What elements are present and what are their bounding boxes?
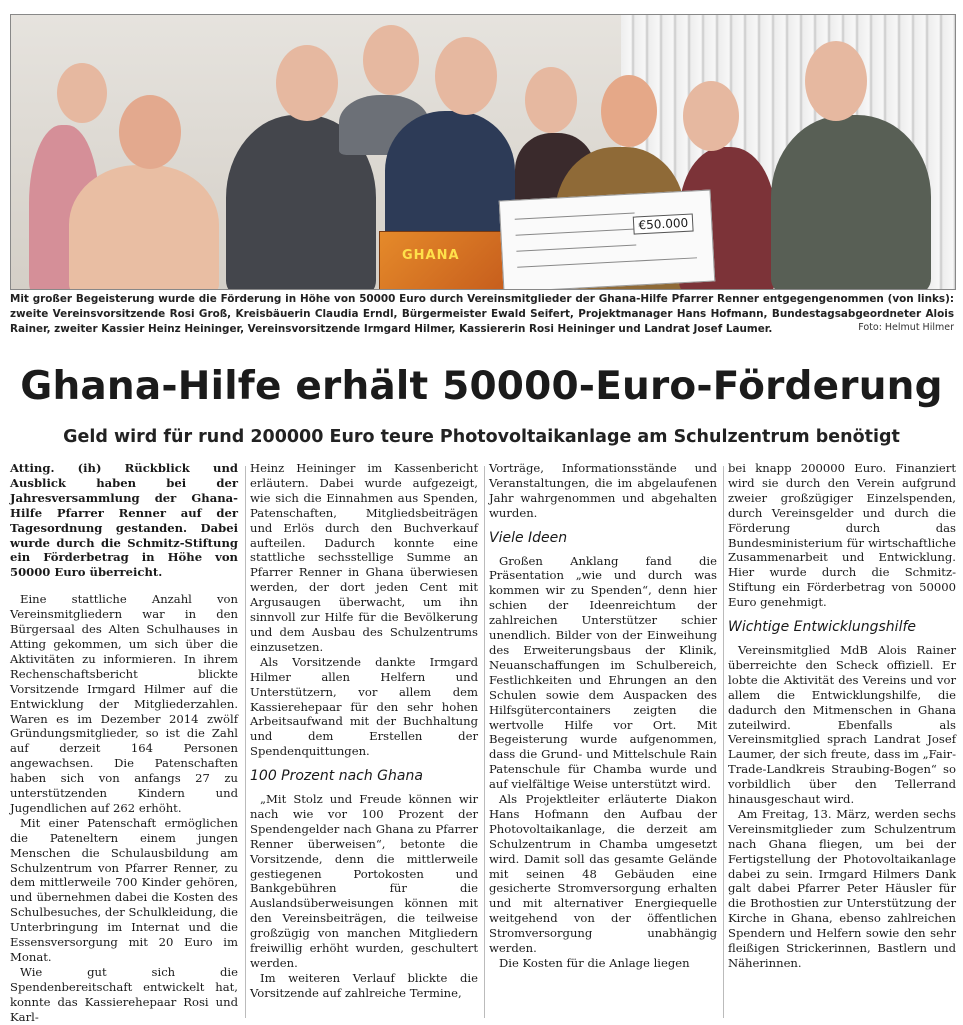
ghana-box-label: GHANA bbox=[402, 248, 460, 263]
paragraph: bei knapp 200000 Euro. Finanziert wird sie durch den Verein aufgrund zweier großzügiger Einzelspenden, durch Vereinsgelder und durch die Förderung durch das Bundesministerium für wirtschaftliche Zusammenarbeit und Entwicklung. Hier wurde durch die Schmitz-Stiftung ein Förderbetrag von 50000 Euro genehmigt. bbox=[728, 461, 956, 610]
cheque-line bbox=[517, 257, 697, 267]
paragraph: Wie gut sich die Spendenbereitschaft entwickelt hat, konnte das Kassierehepaar Rosi und Karl- bbox=[10, 964, 238, 1024]
person-5-head bbox=[435, 37, 497, 115]
paragraph: Als Vorsitzende dankte Irmgard Hilmer allen Helfern und Unterstützern, vor allem dem Kassierehepaar für den sehr hohen Arbeitsaufwand mit der Buchhaltung und dem Erstellen der Spendenquittungen. bbox=[250, 654, 478, 759]
paragraph: Mit einer Patenschaft ermöglichen die Pateneltern einem jungen Menschen die Schulausbildung am Schulzentrum von Pfarrer Renner, zu dem mittlerweile 700 Kinder gehören, und übernehmen dabei die Kosten des Schulbesuches, der Schulkleidung, die Unterbringung im Internat und die Essensversorgung mit 20 Euro im Monat. bbox=[10, 815, 238, 964]
section-heading: Wichtige Entwicklungshilfe bbox=[728, 619, 916, 636]
headline: Ghana-Hilfe erhält 50000-Euro-Förderung bbox=[20, 364, 943, 409]
article-lead: Atting. (ih) Rückblick und Ausblick haben bei der Jahresversammlung der Ghana-Hilfe Pfarrer Renner auf der Tagesordnung gestanden. Dabei wurde durch die Schmitz-Stiftung ein Förderbetrag in Höhe von 50000 Euro überreicht. bbox=[10, 461, 238, 580]
ghana-box bbox=[379, 231, 521, 290]
cheque-amount: €50.000 bbox=[633, 213, 693, 234]
donation-cheque bbox=[499, 190, 716, 290]
section-heading: 100 Prozent nach Ghana bbox=[250, 768, 423, 785]
paragraph: Als Projektleiter erläuterte Diakon Hans Hofmann den Aufbau der Photovoltaikanlage, die derzeit am Schulzentrum in Chamba umgesetzt wird. Damit soll das gesamte Gelände mit seinen 48 Gebäuden eine gesicherte Stromversorgung erhalten und mit alternativer Energiequelle weitgehend von der öffentlichen Stromversorgung unabhängig werden. bbox=[489, 792, 717, 956]
person-5 bbox=[385, 111, 515, 241]
article-column-2 bbox=[250, 461, 478, 1001]
paragraph: Heinz Heininger im Kassenbericht erläutern. Dabei wurde aufgezeigt, wie sich die Einnahmen aus Spenden, Patenschaften, Mitgliedsbeiträgen und Erlös durch den Buchverkauf aufteilen. Dadurch konnte eine stattliche sechsstellige Summe an Pfarrer Renner in Ghana überwiesen werden, der dort jeden Cent mit Argusaugen überwacht, um ihn sinnvoll zur Hilfe für die Bevölkerung und dem Ausbau des Schulzentrums einzusetzen. bbox=[250, 461, 478, 654]
person-1-head bbox=[57, 63, 107, 123]
column-divider bbox=[723, 466, 724, 1018]
cheque-line bbox=[515, 213, 635, 220]
paragraph: Eine stattliche Anzahl von Vereinsmitgliedern war in den Bürgersaal des Alten Schulhauses in Atting gekommen, um sich über die Aktivitäten zu informieren. In ihrem Rechenschaftsbericht blickte Vorsitzende Irmgard Hilmer auf die Entwicklung der Mitgliederzahlen. Waren es im Dezember 2014 zwölf Gründungsmitglieder, so ist die Zahl auf derzeit 164 Personen angewachsen. Die Patenschaften haben sich von anfangs 27 zu unterstützenden Kindern und Jugendlichen auf 262 erhöht. bbox=[10, 592, 238, 815]
paragraph: Vorträge, Informationsstände und Veranstaltungen, die im abgelaufenen Jahr wahrgenommen und abgehalten wurden. bbox=[489, 461, 717, 520]
column-divider bbox=[245, 466, 246, 1018]
paragraph: Die Kosten für die Anlage liegen bbox=[499, 956, 690, 970]
article-column-3 bbox=[489, 461, 717, 971]
person-2-head bbox=[119, 95, 181, 169]
subheadline: Geld wird für rund 200000 Euro teure Photovoltaikanlage am Schulzentrum benötigt bbox=[63, 427, 900, 447]
person-3-head bbox=[276, 45, 338, 121]
cheque-line bbox=[516, 244, 636, 251]
person-8-head bbox=[683, 81, 739, 151]
article-column-4 bbox=[728, 461, 956, 971]
section-heading: Viele Ideen bbox=[489, 529, 568, 546]
photo-credit: Foto: Helmut Hilmer bbox=[858, 322, 954, 333]
paragraph: Vereinsmitglied MdB Alois Rainer überreichte den Scheck offiziell. Er lobte die Aktivität des Vereins und vor allem die Entwicklungshilfe, die dadurch den Mitmenschen in Ghana zuteilwird. Ebenfalls als Vereinsmitglied sprach Landrat Josef Laumer, der sich freute, dass im „Fair-Trade-Landkreis Straubing-Bogen“ so vorbildlich über den Tellerrand hinausgeschaut wird. bbox=[728, 642, 956, 807]
person-7-head bbox=[601, 75, 657, 147]
person-9 bbox=[771, 115, 931, 290]
article-column-1 bbox=[10, 461, 238, 1025]
paragraph: Großen Anklang fand die Präsentation „wie und durch was kommen wir zu Spenden“, denn hier schien der Ideenreichtum der zahlreichen Unterstützer schier unendlich. Bilder von der Einweihung des Erweiterungsbaus der Klinik, Neuanschaffungen im Schulbereich, Festlichkeiten und Ehrungen an den Schulen sowie dem Auspacken des Hilfsgütercontainers zeigten die wertvolle Hilfe vor Ort. Mit Begeisterung wurde aufgenommen, dass die Grund- und Mittelschule Rain Patenschule für Chamba wurde und auf vielfältige Weise unterstützt wird. bbox=[489, 553, 717, 792]
photo-caption: Mit großer Begeisterung wurde die Förderung in Höhe von 50000 Euro durch Vereinsmitglieder der Ghana-Hilfe Pfarrer Renner entgegengenommen (von links): zweite Vereinsvorsitzende Rosi Groß, Kreisbäuerin Claudia Erndl, Bürgermeister Ewald Seifert, Projektmanager Hans Hofmann, Bundestagsabgeordneter Alois Rainer, zweiter Kassier Heinz Heininger, Vereinsvorsitzende Irmgard Hilmer, Kassiererin Rosi Heininger und Landrat Josef Laumer. bbox=[10, 293, 954, 335]
person-4-head bbox=[363, 25, 419, 95]
paragraph: Am Freitag, 13. März, werden sechs Vereinsmitglieder zum Schulzentrum nach Ghana fliegen, um bei der Fertigstellung der Photovoltaikanlage dabei zu sein. Irmgard Hilmers Dank galt dabei Pfarrer Peter Häusler für die Brothostien zur Unterstützung der Kirche in Ghana, ebenso zahlreichen Spendern und Helfern sowie den sehr fleißigen Strickerinnen, Bastlern und Näherinnen. bbox=[728, 806, 956, 970]
news-photo bbox=[10, 14, 956, 290]
person-6-head bbox=[525, 67, 577, 133]
column-divider bbox=[484, 466, 485, 1018]
paragraph: Im weiteren Verlauf blickte die Vorsitzende auf zahlreiche Termine, bbox=[250, 970, 478, 1000]
person-9-head bbox=[805, 41, 867, 121]
paragraph: „Mit Stolz und Freude können wir nach wie vor 100 Prozent der Spendengelder nach Ghana zu Pfarrer Renner überweisen“, betonte die Vorsitzende, denn die mittlerweile gestiegenen Portokosten und Bankgebühren für die Auslandsüberweisungen können mit den Vereinsbeiträgen, die teilweise großzügig von manchen Mitgliedern freiwillig erhöht wurden, geschultert werden. bbox=[250, 792, 478, 970]
cheque-line bbox=[516, 228, 636, 235]
person-2 bbox=[69, 165, 219, 290]
